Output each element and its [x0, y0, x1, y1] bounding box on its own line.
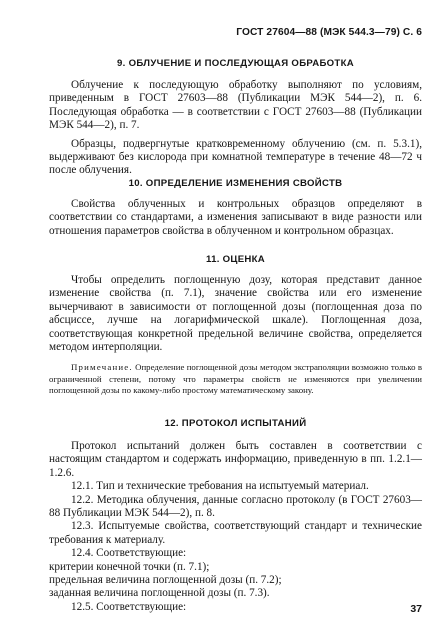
running-header: ГОСТ 27604—88 (МЭК 544.3—79) С. 6 — [236, 27, 422, 38]
section-12-item-3: 12.3. Испытуемые свойства, соответствующий стандарт и технические требования к материалу. — [49, 520, 422, 546]
section-11-note — [49, 362, 422, 396]
section-10-title: 10. ОПРЕДЕЛЕНИЕ ИЗМЕНЕНИЯ СВОЙСТВ — [128, 178, 343, 189]
note-text: Определение поглощенной дозы методом экстраполяции возможно только в ограниченной степени, потому что параметры свойств не изменяются при увеличении поглощенной дозы по какому-либо простому математическому закону. — [49, 362, 422, 396]
section-11-paragraph-1: Чтобы определить поглощенную дозу, которая представит данное изменение свойства (п. 7.1), значение свойства или его изменение вычерчивают в зависимости от поглощенной дозы (поглощенная доза по абсциссе, лучше на логарифмической шкале). Поглощенная доза, соответствующая конкретной предельной величине свойства, определяется методом интерполяции. — [49, 274, 422, 354]
section-10 — [49, 178, 422, 189]
section-12-item-4: 12.4. Соответствующие: — [71, 547, 187, 560]
section-9-paragraph-1: Облучение к последующую обработку выполняют по условиям, приведенным в ГОСТ 27603—88 (Публикации МЭК 544—2), п. 6. Последующая обработка — в соответствии с ГОСТ 27603—88 (Публикации МЭК 544—2), п. 7. — [49, 79, 422, 132]
section-9 — [49, 58, 422, 69]
section-12-list-line-1: критерии конечной точки (п. 7.1); — [49, 560, 210, 573]
section-12-item-1: 12.1. Тип и технические требования на испытуемый материал. — [71, 480, 369, 493]
section-12-item-5: 12.5. Соответствующие: — [71, 600, 187, 613]
section-12-list-line-2: предельная величина поглощенной дозы (п. 7.2); — [49, 574, 282, 587]
section-10-paragraph-1: Свойства облученных и контрольных образцов определяют в соответствии со стандартами, а изменения записывают в виде разности или отношения параметров свойства в облученном и контрольном образцах. — [49, 198, 422, 237]
section-12 — [49, 418, 422, 429]
section-12-list-line-3: заданная величина поглощенной дозы (п. 7.3). — [49, 587, 270, 600]
section-11-title: 11. ОЦЕНКА — [205, 254, 266, 265]
note-label: Примечание. — [71, 362, 133, 373]
section-12-body — [49, 440, 422, 614]
page-number: 37 — [410, 603, 422, 615]
section-11-body — [49, 274, 422, 396]
section-9-title: 9. ОБЛУЧЕНИЕ И ПОСЛЕДУЮЩАЯ ОБРАБОТКА — [117, 58, 354, 69]
section-9-paragraph-2: Образцы, подвергнутые кратковременному облучению (см. п. 5.3.1), выдерживают без кислорода при комнатной температуре в течение 48—72 ч после облучения. — [49, 137, 422, 177]
section-12-paragraph-1: Протокол испытаний должен быть составлен в соответствии с настоящим стандартом и содержать информацию, приведенную в пп. 1.2.1—1.2.6. — [49, 440, 422, 479]
section-12-title: 12. ПРОТОКОЛ ИСПЫТАНИЙ — [164, 418, 307, 429]
section-11 — [49, 254, 422, 265]
section-10-body — [49, 198, 422, 238]
section-12-item-2: 12.2. Методика облучения, данные согласно протоколу (в ГОСТ 27603—88 Публикации МЭК 544—2), п. 8. — [49, 493, 422, 520]
section-9-body — [49, 79, 422, 178]
